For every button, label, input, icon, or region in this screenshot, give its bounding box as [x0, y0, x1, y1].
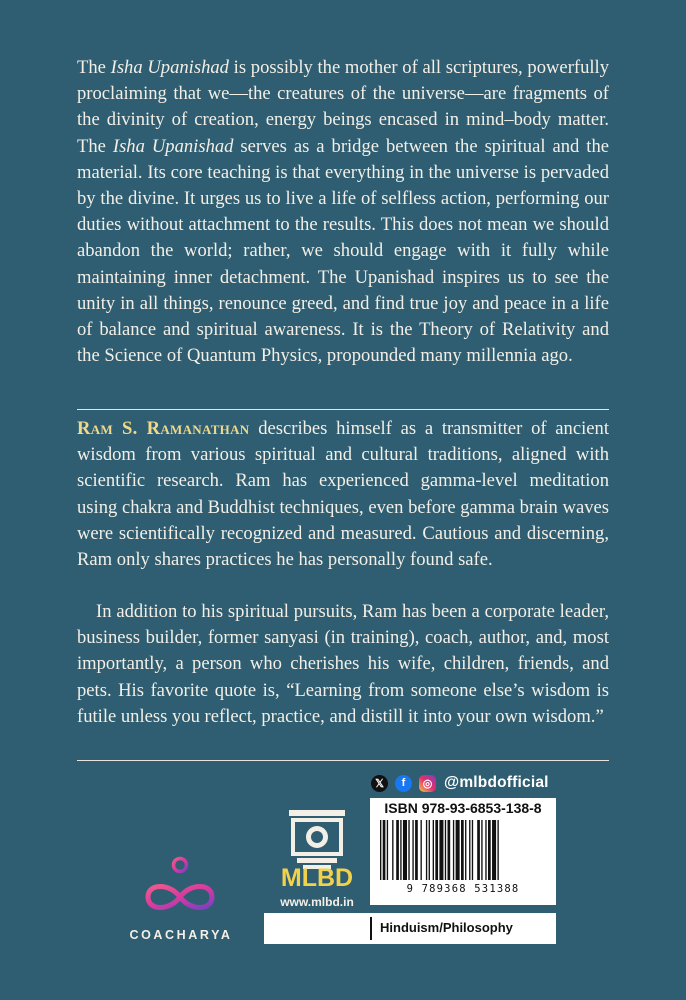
category-divider [370, 917, 372, 940]
author-bio-paragraph-2: In addition to his spiritual pursuits, Ram has been a corporate leader, business builder, former sanyasi (in training), coach, author, and, most importantly, a person who cherishes his wife, children, friends, and pets. His favorite quote is, “Learning from someone else’s wisdom is futile unless you reflect, practice, and distill it into your own wisdom.” [77, 601, 609, 727]
book-title-italic: Isha Upanishad [112, 135, 234, 157]
social-handle: @mlbdofficial [444, 774, 549, 791]
author-bio-paragraph: Ram S. Ramanathan describes himself as a transmitter of ancient wisdom from various spiritual and cultural traditions, aligned with scientific research. Ram has experienced gamma-level meditation using chakra and Buddhist techniques, even before gamma brain waves were scientifically recognized and measured. Cautious and discerning, Ram only shares practices he has personally found safe. [77, 418, 609, 571]
book-title-italic: Isha Upanishad [110, 57, 229, 78]
mlbd-url: www.mlbd.in [280, 895, 354, 909]
divider [77, 409, 609, 410]
coacharya-wordmark: COACHARYA [129, 928, 233, 942]
coacharya-logo-icon [140, 853, 220, 923]
social-row [371, 772, 549, 794]
author-name: Ram S. Ramanathan [77, 418, 250, 439]
isbn-label: ISBN 978-93-6853-138-8 [384, 800, 542, 816]
category-label: Hinduism/Philosophy [380, 920, 513, 935]
instagram-icon: ◎ [419, 775, 436, 792]
isbn-digits: 9 789368 531388 [406, 883, 520, 895]
facebook-icon: f [395, 775, 412, 792]
isbn-barcode-box [370, 798, 556, 905]
category-bar [264, 913, 556, 944]
x-twitter-icon: 𝕏 [371, 775, 388, 792]
barcode-icon [380, 820, 546, 880]
divider [77, 760, 609, 761]
mlbd-wordmark: MLBD [280, 864, 354, 892]
blurb-paragraph: The Isha Upanishad is possibly the mother of all scriptures, powerfully proclaiming that we—the creatures of the universe—are fragments of the divinity of creation, energy beings encased in mind–body matter. The Isha Upanishad serves as a bridge between the spiritual and the material. Its core teaching is that everything in the universe is pervaded by the divine. It urges us to live a life of selfless action, performing our duties without attachment to the results. This does not mean we should abandon the world; rather, we should engage with it fully while maintaining inner detachment. The Upanishad inspires us to see the unity in all things, renounce greed, and find true joy and peace in a life of balance and spiritual awareness. It is the Theory of Relativity and the Science of Quantum Physics, propounded many millennia ago. [77, 57, 609, 367]
